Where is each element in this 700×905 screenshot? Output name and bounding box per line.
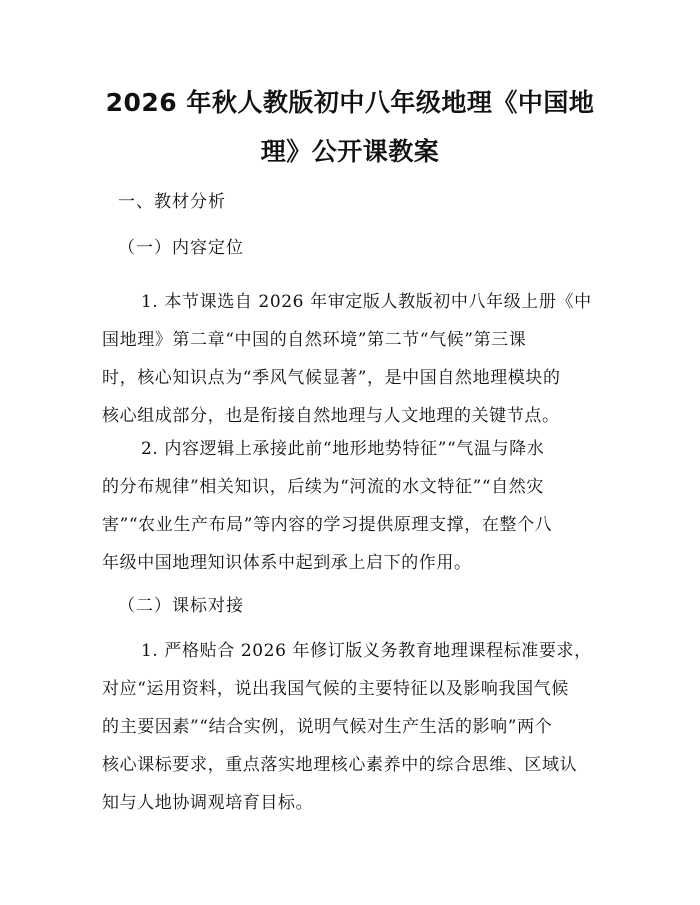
paragraph-line: 1. 本节课选自 2026 年审定版人教版初中八年级上册《中 xyxy=(141,292,592,312)
paragraph-curriculum-standards xyxy=(102,632,606,822)
paragraph-line: 年级中国地理知识体系中起到承上启下的作用。 xyxy=(102,553,472,573)
paragraph-content-source xyxy=(102,283,606,435)
paragraph-content-logic xyxy=(102,430,606,582)
paragraph-line: 害”“农业生产布局”等内容的学习提供原理支撑，在整个八 xyxy=(102,515,553,535)
paragraph-line: 核心组成部分，也是衔接自然地理与人文地理的关键节点。 xyxy=(102,406,560,426)
subsection-heading-content-positioning: （一）内容定位 xyxy=(118,238,244,258)
paragraph-line: 的主要因素”“结合实例，说明气候对生产生活的影响”两个 xyxy=(102,717,553,737)
paragraph-line: 知与人地协调观培育目标。 xyxy=(102,793,314,813)
paragraph-line: 国地理》第二章“中国的自然环境”第二节“气候”第三课 xyxy=(102,330,527,350)
section-heading-textbook-analysis: 一、教材分析 xyxy=(118,192,226,212)
document-title-line-2: 理》公开课教案 xyxy=(260,137,440,166)
paragraph-line: 1. 严格贴合 2026 年修订版义务教育地理课程标准要求， xyxy=(141,641,592,661)
paragraph-line: 对应“运用资料，说出我国气候的主要特征以及影响我国气候 xyxy=(102,679,569,699)
paragraph-line: 核心课标要求，重点落实地理核心素养中的综合思维、区域认 xyxy=(102,755,578,775)
paragraph-line: 时，核心知识点为“季风气候显著”，是中国自然地理模块的 xyxy=(102,368,561,388)
document-title-line-1: 2026 年秋人教版初中八年级地理《中国地 xyxy=(105,88,595,117)
paragraph-line: 的分布规律”相关知识，后续为“河流的水文特征”“自然灾 xyxy=(102,477,544,497)
paragraph-line: 2. 内容逻辑上承接此前“地形地势特征”“气温与降水 xyxy=(141,439,545,459)
subsection-heading-curriculum-alignment: （二）课标对接 xyxy=(118,596,244,616)
